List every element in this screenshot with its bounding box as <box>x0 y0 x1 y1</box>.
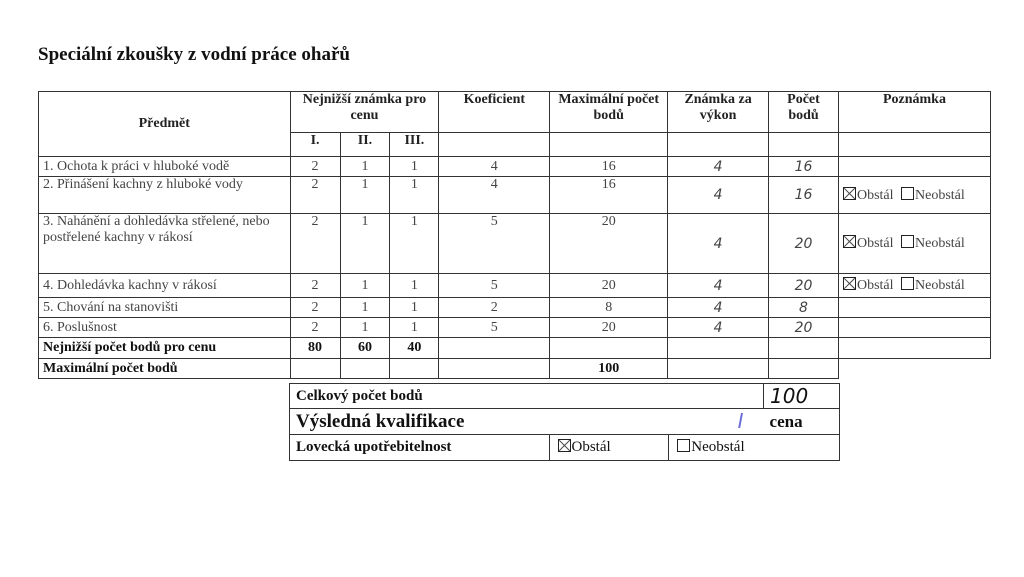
subject-name: 1. Ochota k práci v hluboké vodě <box>39 157 291 177</box>
failed-label: Neobstál <box>915 278 965 293</box>
handwritten-qualification: I <box>737 409 744 433</box>
document-title: Speciální zkoušky z vodní práce ohařů <box>38 44 350 65</box>
coefficient: 4 <box>439 177 550 214</box>
note-cell <box>838 214 990 274</box>
header-grade-1: I. <box>290 133 340 157</box>
handwritten-points: 20 <box>769 214 839 274</box>
coefficient: 5 <box>439 214 550 274</box>
subject-name: 6. Poslušnost <box>39 318 291 338</box>
failed-label: Neobstál <box>691 439 745 455</box>
coefficient: 5 <box>439 318 550 338</box>
subject-name: 3. Nahánění a dohledávka střelené, nebo postřelené kachny v rákosí <box>39 214 291 274</box>
table-row <box>39 318 991 338</box>
min-grade-2: 1 <box>340 298 390 318</box>
table-row <box>39 298 991 318</box>
handwritten-points: 16 <box>769 157 839 177</box>
subject-name: 4. Dohledávka kachny v rákosí <box>39 274 291 298</box>
min-points-2: 60 <box>340 338 390 359</box>
handwritten-grade: 4 <box>668 274 769 298</box>
qualification-label: Výsledná kvalifikace <box>296 410 465 432</box>
min-points-1: 80 <box>290 338 340 359</box>
unchecked-checkbox-icon[interactable] <box>901 277 914 290</box>
min-points-row <box>39 338 991 359</box>
handwritten-points: 20 <box>769 274 839 298</box>
min-grade-1: 2 <box>290 318 340 338</box>
max-points: 16 <box>550 177 668 214</box>
failed-label: Neobstál <box>915 236 965 251</box>
subject-name: 5. Chování na stanovišti <box>39 298 291 318</box>
qualification-row <box>290 409 840 435</box>
note-cell <box>838 298 990 318</box>
min-grade-1: 2 <box>290 274 340 298</box>
min-grade-1: 2 <box>290 298 340 318</box>
checked-checkbox-icon[interactable] <box>843 235 856 248</box>
min-grade-2: 1 <box>340 274 390 298</box>
coefficient: 4 <box>439 157 550 177</box>
usability-row <box>290 435 840 461</box>
checked-checkbox-icon[interactable] <box>843 187 856 200</box>
min-grade-3: 1 <box>390 177 439 214</box>
qualification-suffix: cena <box>764 409 840 435</box>
unchecked-checkbox-icon[interactable] <box>901 187 914 200</box>
min-grade-2: 1 <box>340 214 390 274</box>
handwritten-grade: 4 <box>668 157 769 177</box>
min-grade-1: 2 <box>290 214 340 274</box>
handwritten-grade: 4 <box>668 318 769 338</box>
table-row <box>39 177 991 214</box>
handwritten-grade: 4 <box>668 177 769 214</box>
passed-label: Obstál <box>856 187 894 203</box>
passed-label: Obstál <box>856 278 894 293</box>
header-grade-performance: Známka za výkon <box>668 92 769 133</box>
evaluation-table <box>38 91 991 379</box>
min-grade-1: 2 <box>290 177 340 214</box>
min-grade-1: 2 <box>290 157 340 177</box>
handwritten-points: 20 <box>769 318 839 338</box>
max-points: 16 <box>550 157 668 177</box>
total-row <box>290 384 840 409</box>
handwritten-grade: 4 <box>668 214 769 274</box>
min-grade-2: 1 <box>340 177 390 214</box>
note-cell <box>838 157 990 177</box>
total-label: Celkový počet bodů <box>290 384 764 409</box>
handwritten-total: 100 <box>764 384 840 409</box>
table-row <box>39 214 991 274</box>
max-points-label: Maximální počet bodů <box>39 359 291 379</box>
header-predmet: Předmět <box>39 92 291 157</box>
usability-label: Lovecká upotřebitelnost <box>290 435 550 461</box>
checked-checkbox-icon[interactable] <box>558 439 571 452</box>
header-grade-3: III. <box>390 133 439 157</box>
coefficient: 5 <box>439 274 550 298</box>
handwritten-points: 8 <box>769 298 839 318</box>
header-points: Počet bodů <box>769 92 839 133</box>
table-row <box>39 157 991 177</box>
unchecked-checkbox-icon[interactable] <box>677 439 690 452</box>
passed-label: Obstál <box>856 236 894 251</box>
header-min-grade: Nejnižší známka pro cenu <box>290 92 439 133</box>
summary-table <box>289 383 840 461</box>
max-points: 20 <box>550 274 668 298</box>
failed-label: Neobstál <box>915 187 965 203</box>
min-grade-3: 1 <box>390 274 439 298</box>
min-grade-3: 1 <box>390 214 439 274</box>
handwritten-grade: 4 <box>668 298 769 318</box>
max-points-row <box>39 359 991 379</box>
subject-name: 2. Přinášení kachny z hluboké vody <box>39 177 291 214</box>
max-points-total: 100 <box>550 359 668 379</box>
note-cell <box>838 177 990 214</box>
header-grade-2: II. <box>340 133 390 157</box>
unchecked-checkbox-icon[interactable] <box>901 235 914 248</box>
handwritten-points: 16 <box>769 177 839 214</box>
min-grade-2: 1 <box>340 157 390 177</box>
max-points: 20 <box>550 214 668 274</box>
header-max-points: Maximální počet bodů <box>550 92 668 133</box>
max-points: 20 <box>550 318 668 338</box>
header-coefficient: Koeficient <box>439 92 550 133</box>
min-grade-3: 1 <box>390 298 439 318</box>
min-grade-3: 1 <box>390 318 439 338</box>
note-cell <box>838 318 990 338</box>
min-grade-2: 1 <box>340 318 390 338</box>
min-grade-3: 1 <box>390 157 439 177</box>
table-row <box>39 274 991 298</box>
checked-checkbox-icon[interactable] <box>843 277 856 290</box>
header-note: Poznámka <box>838 92 990 133</box>
min-points-label: Nejnižší počet bodů pro cenu <box>39 338 291 359</box>
coefficient: 2 <box>439 298 550 318</box>
max-points: 8 <box>550 298 668 318</box>
passed-label: Obstál <box>571 439 611 455</box>
note-cell <box>838 274 990 298</box>
min-points-3: 40 <box>390 338 439 359</box>
